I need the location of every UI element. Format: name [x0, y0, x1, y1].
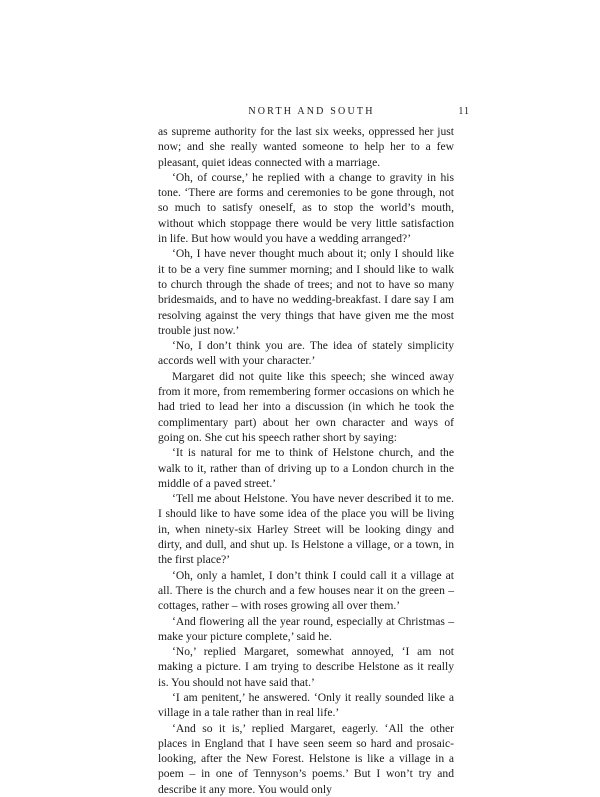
paragraph-continued: as supreme authority for the last six weeks, oppressed her just now; and she really wanted someone to help her to a few pleasant, quiet ideas connected with a marriage. — [158, 125, 454, 169]
paragraph: ‘Tell me about Helstone. You have never described it to me. I should like to have some idea of the place you will be living in, when ninety-six Harley Street will be looking dingy and dirty, and dull, and shut up. Is Helstone a village, or a town, in the first place?’ — [158, 492, 454, 567]
running-head — [163, 106, 470, 120]
paragraph: ‘It is natural for me to think of Helstone church, and the walk to it, rather than of driving up to a London church in the middle of a paved street.’ — [158, 446, 454, 490]
paragraph: ‘Oh, I have never thought much about it; only I should like it to be a very fine summer morning; and I should like to walk to church through the shade of trees; and not to have so many bridesmaids, and to have no wedding-breakfast. I dare say I am resolving against the very things that have given me the most trouble just now.’ — [158, 247, 454, 337]
paragraph: ‘Oh, of course,’ he replied with a change to gravity in his tone. ‘There are forms and ceremonies to be gone through, not so much to satisfy oneself, as to stop the world’s mouth, without which stoppage there would be very little satisfaction in life. But how would you have a wedding arranged?’ — [158, 170, 454, 246]
running-title: NORTH AND SOUTH — [248, 106, 375, 117]
paragraph: ‘No,’ replied Margaret, somewhat annoyed, ‘I am not making a picture. I am trying to describe Helstone as it really is. You should not have said that.’ — [158, 645, 454, 689]
body-text — [158, 124, 454, 797]
paragraph: ‘And flowering all the year round, especially at Christmas – make your picture complete,’ said he. — [158, 614, 454, 643]
paragraph: ‘Oh, only a hamlet, I don’t think I could call it a village at all. There is the church and a few houses near it on the green – cottages, rather – with roses growing all over them.’ — [158, 568, 454, 613]
paragraph: Margaret did not quite like this speech; she winced away from it more, from remembering former occasions on which he had tried to lead her into a discussion (in which he took the complimentary part) about her own character and ways of going on. She cut his speech rather short by saying: — [158, 369, 454, 444]
paragraph: ‘No, I don’t think you are. The idea of stately simplicity accords well with your character.’ — [158, 339, 454, 368]
paragraph: ‘And so it is,’ replied Margaret, eagerly. ‘All the other places in England that I have seen seem so hard and prosaic-looking, after the New Forest. Helstone is like a village in a poem – in one of Tennyson’s poems.’ But I won’t try and describe it any more. You would only — [158, 721, 454, 796]
page-number: 11 — [458, 106, 470, 117]
paragraph: ‘I am penitent,’ he answered. ‘Only it really sounded like a village in a tale rather than in real life.’ — [158, 690, 454, 720]
